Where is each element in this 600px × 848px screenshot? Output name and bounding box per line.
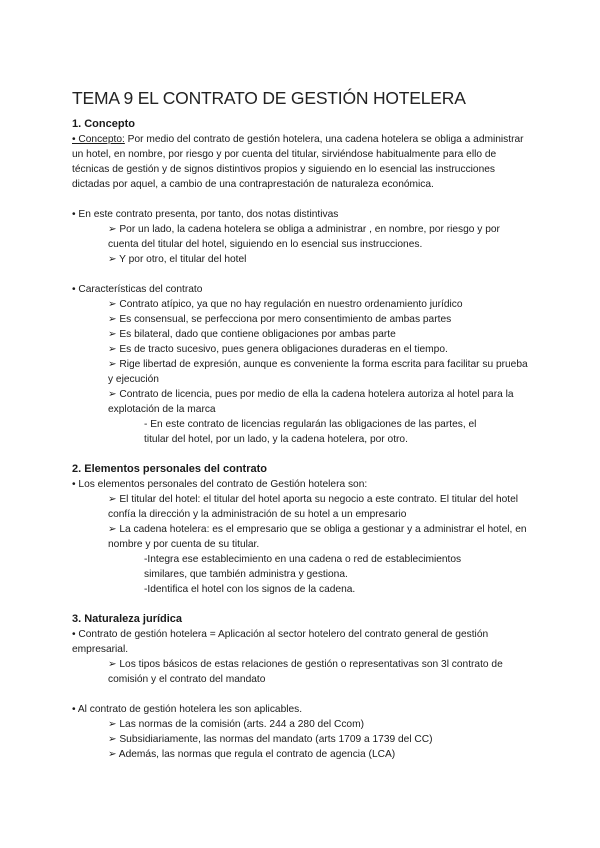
section-3-heading: 3. Naturaleza jurídica <box>72 613 183 625</box>
characteristic-item: ➢ Contrato atípico, ya que no hay regulación en nuestro ordenamiento jurídico <box>108 299 463 310</box>
characteristic-subitem: - En este contrato de licencias regularán las obligaciones de las partes, el titular del hotel, por un lado, y la cadena hotelera, por otro. <box>144 419 477 445</box>
document-page <box>72 88 532 762</box>
section-1-heading: 1. Concepto <box>72 118 135 130</box>
concept-label: • Concepto: <box>72 134 125 145</box>
characteristic-item: ➢ Es consensual, se perfecciona por mero consentimiento de ambas partes <box>108 314 452 325</box>
applicable-intro: • Al contrato de gestión hotelera les son aplicables. <box>72 704 303 715</box>
document-title: TEMA 9 EL CONTRATO DE GESTIÓN HOTELERA <box>72 88 466 108</box>
section-2-heading: 2. Elementos personales del contrato <box>72 463 268 475</box>
notes-intro: • En este contrato presenta, por tanto, dos notas distintivas <box>72 209 339 220</box>
characteristic-item: ➢ Es bilateral, dado que contiene obligaciones por ambas parte <box>108 329 396 340</box>
element-item: ➢ El titular del hotel: el titular del hotel aporta su negocio a este contrato. El titular del hotel confía la dirección y la administración de su hotel a un empresario <box>108 494 519 520</box>
element-item: ➢ La cadena hotelera: es el empresario que se obliga a gestionar y a administrar el hotel, en nombre y por cuenta de su titular. <box>108 524 527 550</box>
element-subitem: -Integra ese establecimiento en una cadena o red de establecimientos similares, que también administra y gestiona. <box>144 554 462 580</box>
applicable-item: ➢ Las normas de la comisión (arts. 244 a 280 del Ccom) <box>108 719 364 730</box>
nature-item: ➢ Los tipos básicos de estas relaciones de gestión o representativas son 3l contrato de comisión y el contrato del mandato <box>108 659 503 685</box>
applicable-item: ➢ Además, las normas que regula el contrato de agencia (LCA) <box>108 749 396 760</box>
nature-intro: • Contrato de gestión hotelera = Aplicación al sector hotelero del contrato general de gestión empresarial. <box>72 629 489 655</box>
characteristic-item: ➢ Contrato de licencia, pues por medio de ella la cadena hotelera autoriza al hotel para la explotación de la marca <box>108 389 514 415</box>
elements-intro: • Los elementos personales del contrato de Gestión hotelera son: <box>72 479 368 490</box>
concept-text: Por medio del contrato de gestión hotelera, una cadena hotelera se obliga a administrar un hotel, en nombre, por riesgo y por cuenta del titular, sirviéndose habitualmente para ello de técnicas de gestión y de signos distintivos propios y siguiendo en lo esencial las instrucciones dictadas por aquel, a cambio de una contraprestación de naturaleza económica. <box>72 134 524 190</box>
characteristic-item: ➢ Es de tracto sucesivo, pues genera obligaciones duraderas en el tiempo. <box>108 344 448 355</box>
characteristic-item: ➢ Rige libertad de expresión, aunque es conveniente la forma escrita para facilitar su prueba y ejecución <box>108 359 528 385</box>
note-item: ➢ Y por otro, el titular del hotel <box>108 254 247 265</box>
characteristics-intro: • Características del contrato <box>72 284 203 295</box>
element-subitem: -Identifica el hotel con los signos de la cadena. <box>144 584 356 595</box>
note-item: ➢ Por un lado, la cadena hotelera se obliga a administrar , en nombre, por riesgo y por cuenta del titular del hotel, siguiendo en lo esencial sus instrucciones. <box>108 224 500 250</box>
applicable-item: ➢ Subsidiariamente, las normas del mandato (arts 1709 a 1739 del CC) <box>108 734 433 745</box>
concept-paragraph <box>72 132 532 192</box>
